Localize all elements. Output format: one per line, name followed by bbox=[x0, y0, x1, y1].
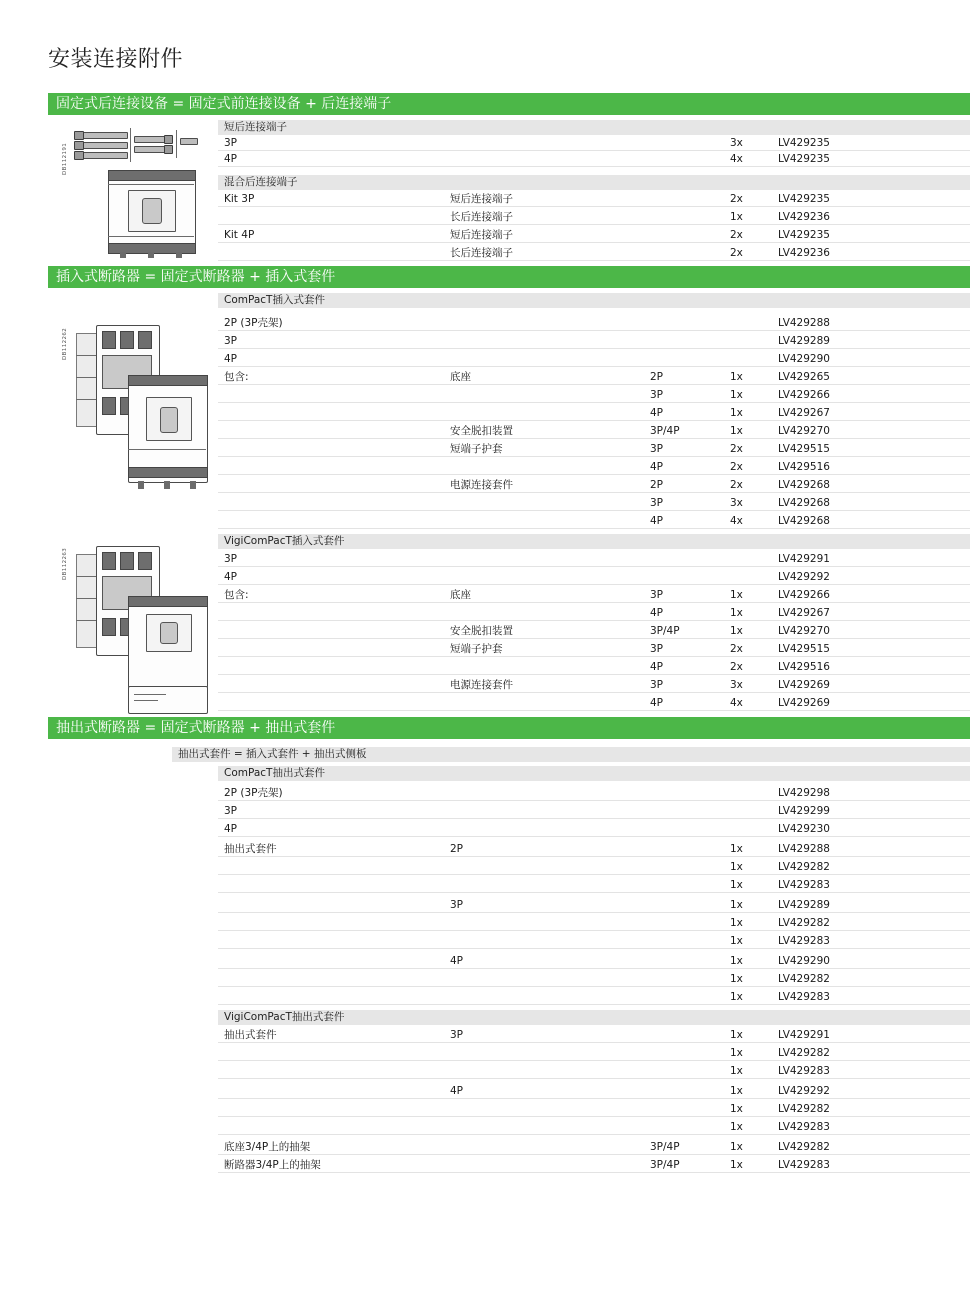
group-header-3-1: ComPacT抽出式套件 bbox=[218, 766, 970, 781]
cell-reference: LV429288 bbox=[778, 317, 830, 329]
cell-reference: LV429268 bbox=[778, 515, 830, 527]
cell-reference: LV429283 bbox=[778, 991, 830, 1003]
cell-reference: LV429288 bbox=[778, 843, 830, 855]
illustration-vigi-plugin-kit bbox=[72, 540, 217, 715]
cell-qty: 4x bbox=[730, 515, 743, 527]
cell-qty: 1x bbox=[730, 1065, 743, 1077]
cell-reference: LV429283 bbox=[778, 1121, 830, 1133]
cell-reference: LV429235 bbox=[778, 153, 830, 165]
cell-designation: 抽出式套件 bbox=[224, 843, 277, 855]
table-row bbox=[218, 442, 970, 457]
section-band-2: 插入式断路器 = 固定式断路器 + 插入式套件 bbox=[48, 266, 970, 288]
cell-designation: 断路器3/4P上的抽架 bbox=[224, 1159, 321, 1171]
cell-qty: 1x bbox=[730, 607, 743, 619]
cell-poles: 3P bbox=[650, 679, 664, 691]
cell-description: 3P bbox=[450, 1029, 464, 1041]
cell-qty: 3x bbox=[730, 679, 743, 691]
cell-description: 电源连接套件 bbox=[450, 479, 513, 491]
table-row bbox=[218, 210, 970, 225]
table-row bbox=[218, 588, 970, 603]
cell-reference: LV429299 bbox=[778, 805, 830, 817]
cell-description: 电源连接套件 bbox=[450, 679, 513, 691]
cell-poles: 4P bbox=[650, 697, 664, 709]
cell-qty: 4x bbox=[730, 697, 743, 709]
cell-qty: 3x bbox=[730, 497, 743, 509]
cell-qty: 1x bbox=[730, 1121, 743, 1133]
table-row bbox=[218, 990, 970, 1005]
cell-poles: 3P/4P bbox=[650, 625, 680, 637]
cell-qty: 1x bbox=[730, 991, 743, 1003]
cell-reference: LV429282 bbox=[778, 973, 830, 985]
cell-reference: LV429283 bbox=[778, 935, 830, 947]
table-row bbox=[218, 1046, 970, 1061]
cell-reference: LV429291 bbox=[778, 553, 830, 565]
cell-designation: 3P bbox=[224, 335, 238, 347]
table-row bbox=[218, 624, 970, 639]
table-row bbox=[218, 972, 970, 987]
table-row bbox=[218, 642, 970, 657]
illustration-plugin-kit bbox=[72, 315, 217, 495]
cell-reference: LV429268 bbox=[778, 497, 830, 509]
table-row bbox=[218, 136, 970, 151]
cell-reference: LV429282 bbox=[778, 1103, 830, 1115]
cell-description: 短后连接端子 bbox=[450, 229, 513, 241]
cell-reference: LV429289 bbox=[778, 899, 830, 911]
table-row bbox=[218, 570, 970, 585]
table-row bbox=[218, 660, 970, 675]
cell-qty: 1x bbox=[730, 1159, 743, 1171]
cell-poles: 3P bbox=[650, 589, 664, 601]
cell-designation: 2P (3P壳架) bbox=[224, 787, 283, 799]
cell-description: 底座 bbox=[450, 371, 471, 383]
cell-qty: 1x bbox=[730, 389, 743, 401]
cell-description: 长后连接端子 bbox=[450, 211, 513, 223]
section-band-1: 固定式后连接设备 = 固定式前连接设备 + 后连接端子 bbox=[48, 93, 970, 115]
cell-poles: 4P bbox=[650, 515, 664, 527]
cell-designation: 抽出式套件 bbox=[224, 1029, 277, 1041]
cell-reference: LV429516 bbox=[778, 461, 830, 473]
cell-description: 4P bbox=[450, 955, 464, 967]
image-ref-db112263: DB112263 bbox=[62, 547, 68, 580]
cell-qty: 1x bbox=[730, 879, 743, 891]
cell-qty: 1x bbox=[730, 589, 743, 601]
cell-poles: 2P bbox=[650, 479, 664, 491]
table-row bbox=[218, 246, 970, 261]
table-row bbox=[218, 878, 970, 893]
cell-reference: LV429282 bbox=[778, 1141, 830, 1153]
table-row bbox=[218, 786, 970, 801]
cell-designation: 4P bbox=[224, 153, 238, 165]
cell-description: 安全脱扣装置 bbox=[450, 625, 513, 637]
table-row bbox=[218, 478, 970, 493]
cell-reference: LV429515 bbox=[778, 443, 830, 455]
table-row bbox=[218, 388, 970, 403]
cell-reference: LV429516 bbox=[778, 661, 830, 673]
section-band-3: 抽出式断路器 = 固定式断路器 + 抽出式套件 bbox=[48, 717, 970, 739]
cell-qty: 2x bbox=[730, 479, 743, 491]
cell-qty: 1x bbox=[730, 1103, 743, 1115]
cell-description: 底座 bbox=[450, 589, 471, 601]
table-row bbox=[218, 152, 970, 167]
cell-qty: 1x bbox=[730, 425, 743, 437]
cell-qty: 1x bbox=[730, 899, 743, 911]
table-row bbox=[218, 552, 970, 567]
cell-reference: LV429235 bbox=[778, 229, 830, 241]
cell-qty: 3x bbox=[730, 137, 743, 149]
cell-qty: 1x bbox=[730, 843, 743, 855]
cell-description: 短后连接端子 bbox=[450, 193, 513, 205]
cell-reference: LV429236 bbox=[778, 247, 830, 259]
cell-reference: LV429282 bbox=[778, 917, 830, 929]
cell-qty: 1x bbox=[730, 407, 743, 419]
cell-poles: 4P bbox=[650, 607, 664, 619]
cell-qty: 1x bbox=[730, 1141, 743, 1153]
cell-reference: LV429290 bbox=[778, 353, 830, 365]
table-row bbox=[218, 916, 970, 931]
table-row bbox=[218, 606, 970, 621]
table-row bbox=[218, 1120, 970, 1135]
cell-reference: LV429270 bbox=[778, 625, 830, 637]
cell-poles: 3P bbox=[650, 443, 664, 455]
cell-reference: LV429291 bbox=[778, 1029, 830, 1041]
cell-designation: 3P bbox=[224, 553, 238, 565]
cell-designation: Kit 3P bbox=[224, 193, 255, 205]
cell-reference: LV429283 bbox=[778, 1159, 830, 1171]
cell-qty: 2x bbox=[730, 643, 743, 655]
cell-designation: 4P bbox=[224, 353, 238, 365]
cell-reference: LV429515 bbox=[778, 643, 830, 655]
table-row bbox=[218, 1158, 970, 1173]
cell-reference: LV429289 bbox=[778, 335, 830, 347]
group-header-1-2: 混合后连接端子 bbox=[218, 175, 970, 190]
table-row bbox=[218, 1140, 970, 1155]
table-row bbox=[218, 934, 970, 949]
cell-poles: 3P/4P bbox=[650, 1141, 680, 1153]
cell-designation: 4P bbox=[224, 823, 238, 835]
cell-qty: 2x bbox=[730, 461, 743, 473]
table-row bbox=[218, 334, 970, 349]
table-row bbox=[218, 696, 970, 711]
cell-reference: LV429230 bbox=[778, 823, 830, 835]
cell-qty: 2x bbox=[730, 193, 743, 205]
cell-reference: LV429298 bbox=[778, 787, 830, 799]
table-row bbox=[218, 228, 970, 243]
table-row bbox=[218, 352, 970, 367]
cell-qty: 2x bbox=[730, 443, 743, 455]
cell-poles: 3P/4P bbox=[650, 425, 680, 437]
cell-qty: 1x bbox=[730, 371, 743, 383]
image-ref-db112191: DB112191 bbox=[62, 142, 68, 175]
cell-designation: 3P bbox=[224, 137, 238, 149]
cell-poles: 3P bbox=[650, 497, 664, 509]
cell-poles: 3P bbox=[650, 389, 664, 401]
cell-poles: 3P/4P bbox=[650, 1159, 680, 1171]
cell-description: 3P bbox=[450, 899, 464, 911]
table-row bbox=[218, 192, 970, 207]
cell-reference: LV429270 bbox=[778, 425, 830, 437]
cell-designation: 3P bbox=[224, 805, 238, 817]
cell-designation: 包含: bbox=[224, 371, 249, 383]
cell-reference: LV429265 bbox=[778, 371, 830, 383]
cell-designation: 2P (3P壳架) bbox=[224, 317, 283, 329]
cell-qty: 1x bbox=[730, 935, 743, 947]
cell-reference: LV429282 bbox=[778, 861, 830, 873]
group-header-2-2: VigiComPacT插入式套件 bbox=[218, 534, 970, 549]
cell-qty: 1x bbox=[730, 955, 743, 967]
cell-poles: 4P bbox=[650, 661, 664, 673]
cell-reference: LV429236 bbox=[778, 211, 830, 223]
cell-designation: 底座3/4P上的抽架 bbox=[224, 1141, 311, 1153]
cell-designation: Kit 4P bbox=[224, 229, 255, 241]
table-row bbox=[218, 370, 970, 385]
cell-reference: LV429235 bbox=[778, 137, 830, 149]
cell-qty: 1x bbox=[730, 1029, 743, 1041]
image-ref-db112262: DB112262 bbox=[62, 327, 68, 360]
table-row bbox=[218, 954, 970, 969]
section-note-3: 抽出式套件 = 插入式套件 + 抽出式侧板 bbox=[172, 747, 970, 762]
cell-reference: LV429283 bbox=[778, 879, 830, 891]
table-row bbox=[218, 860, 970, 875]
cell-description: 短端子护套 bbox=[450, 443, 503, 455]
cell-reference: LV429290 bbox=[778, 955, 830, 967]
table-row bbox=[218, 316, 970, 331]
cell-reference: LV429235 bbox=[778, 193, 830, 205]
cell-reference: LV429292 bbox=[778, 1085, 830, 1097]
cell-reference: LV429269 bbox=[778, 679, 830, 691]
cell-qty: 1x bbox=[730, 917, 743, 929]
table-row bbox=[218, 678, 970, 693]
table-row bbox=[218, 842, 970, 857]
cell-qty: 1x bbox=[730, 625, 743, 637]
cell-reference: LV429268 bbox=[778, 479, 830, 491]
cell-reference: LV429292 bbox=[778, 571, 830, 583]
table-row bbox=[218, 1102, 970, 1117]
table-row bbox=[218, 496, 970, 511]
cell-description: 4P bbox=[450, 1085, 464, 1097]
cell-qty: 2x bbox=[730, 247, 743, 259]
cell-qty: 1x bbox=[730, 973, 743, 985]
cell-qty: 4x bbox=[730, 153, 743, 165]
cell-description: 短端子护套 bbox=[450, 643, 503, 655]
cell-description: 2P bbox=[450, 843, 464, 855]
table-row bbox=[218, 1028, 970, 1043]
table-row bbox=[218, 406, 970, 421]
table-row bbox=[218, 460, 970, 475]
cell-qty: 2x bbox=[730, 229, 743, 241]
cell-reference: LV429267 bbox=[778, 607, 830, 619]
table-row bbox=[218, 822, 970, 837]
cell-reference: LV429266 bbox=[778, 589, 830, 601]
table-row bbox=[218, 424, 970, 439]
group-header-2-1: ComPacT插入式套件 bbox=[218, 293, 970, 308]
cell-qty: 1x bbox=[730, 1047, 743, 1059]
cell-description: 长后连接端子 bbox=[450, 247, 513, 259]
page-title: 安装连接附件 bbox=[48, 47, 184, 72]
table-row bbox=[218, 1064, 970, 1079]
cell-qty: 1x bbox=[730, 1085, 743, 1097]
cell-designation: 4P bbox=[224, 571, 238, 583]
table-row bbox=[218, 804, 970, 819]
cell-poles: 4P bbox=[650, 461, 664, 473]
illustration-rear-terminals bbox=[72, 120, 212, 260]
cell-designation: 包含: bbox=[224, 589, 249, 601]
cell-poles: 4P bbox=[650, 407, 664, 419]
cell-reference: LV429282 bbox=[778, 1047, 830, 1059]
table-row bbox=[218, 514, 970, 529]
cell-qty: 2x bbox=[730, 661, 743, 673]
cell-reference: LV429267 bbox=[778, 407, 830, 419]
cell-qty: 1x bbox=[730, 211, 743, 223]
group-header-3-2: VigiComPacT抽出式套件 bbox=[218, 1010, 970, 1025]
group-header-1-1: 短后连接端子 bbox=[218, 120, 970, 135]
cell-poles: 2P bbox=[650, 371, 664, 383]
cell-reference: LV429283 bbox=[778, 1065, 830, 1077]
cell-reference: LV429269 bbox=[778, 697, 830, 709]
table-row bbox=[218, 898, 970, 913]
cell-description: 安全脱扣装置 bbox=[450, 425, 513, 437]
table-row bbox=[218, 1084, 970, 1099]
cell-reference: LV429266 bbox=[778, 389, 830, 401]
cell-qty: 1x bbox=[730, 861, 743, 873]
cell-poles: 3P bbox=[650, 643, 664, 655]
